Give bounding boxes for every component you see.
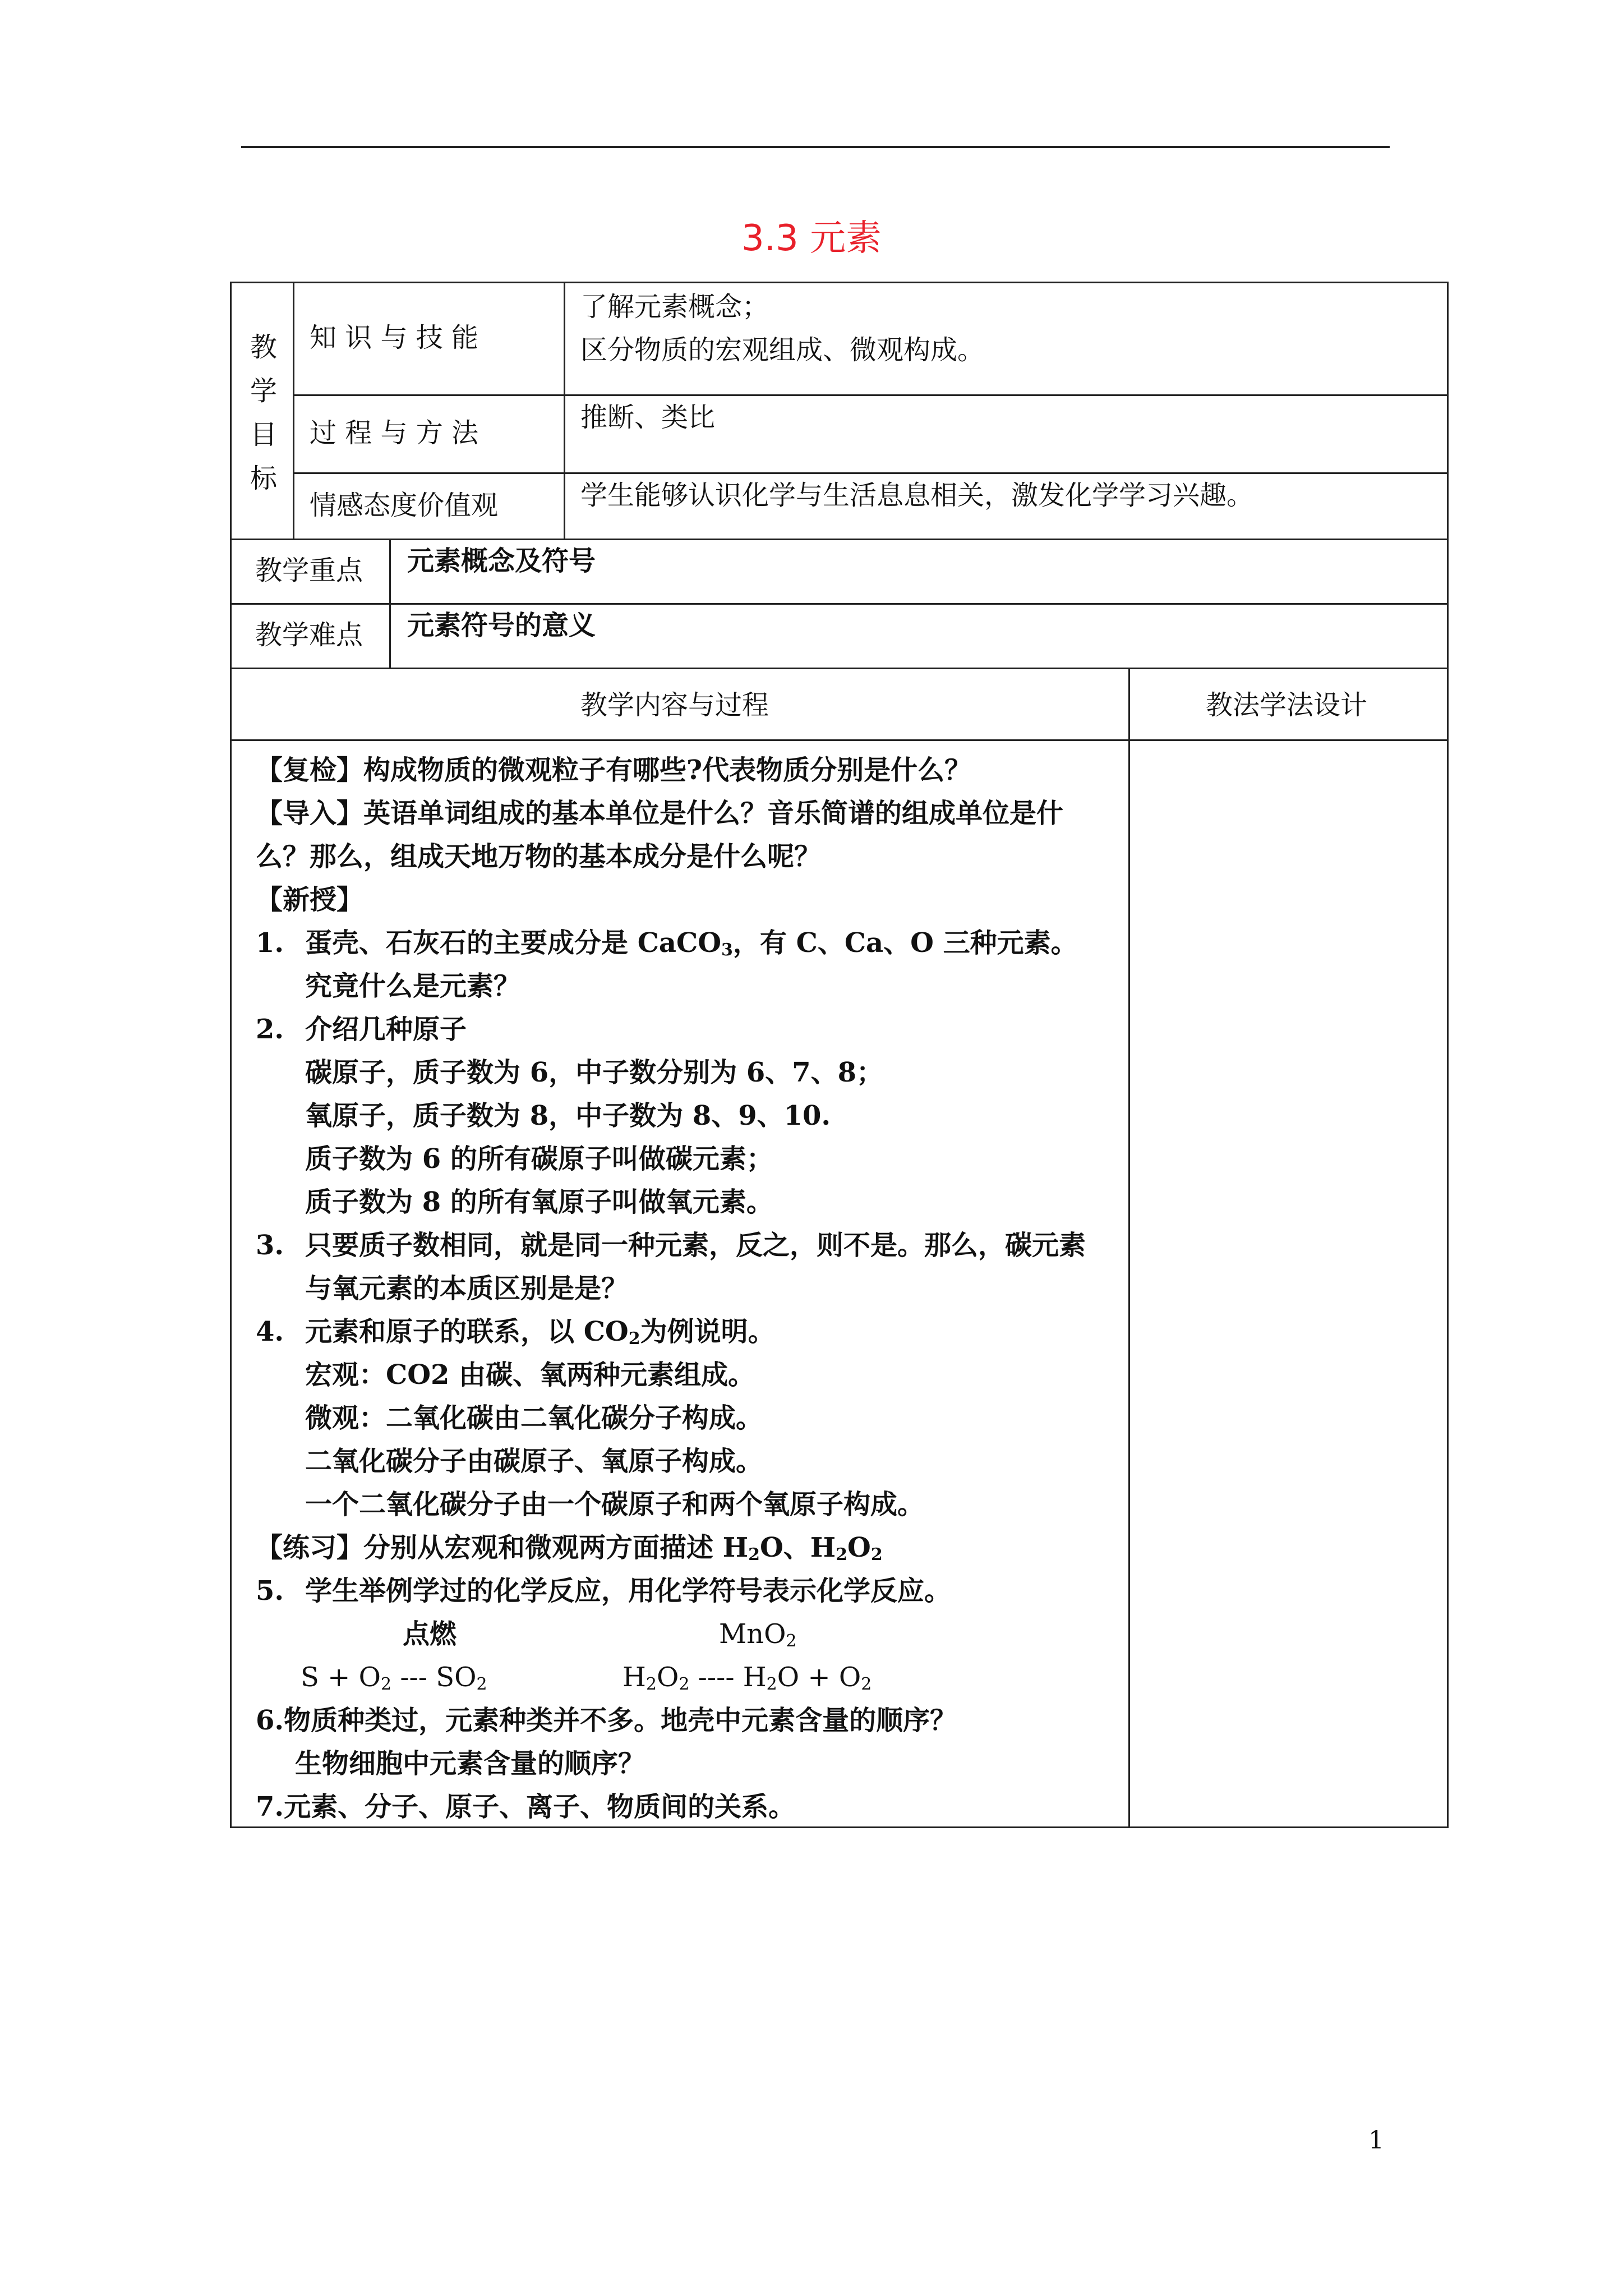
point-6-line2: 生物细胞中元素含量的顺序？ xyxy=(295,1748,645,1779)
point-4-line3: 二氧化碳分子由碳原子、氧原子构成。 xyxy=(305,1446,763,1477)
condition-catalyst: MnO$_2$ xyxy=(719,1618,797,1651)
table-rule xyxy=(230,603,1449,605)
point-4-line2: 微观：二氧化碳由二氧化碳分子构成。 xyxy=(305,1402,763,1434)
content-column-header: 教学内容与过程 xyxy=(580,689,769,721)
point-1-line2: 究竟什么是元素？ xyxy=(305,970,521,1002)
point-3: 3. 只要质子数相同，就是同一种元素，反之，则不是。那么，碳元素 xyxy=(256,1230,1086,1261)
objective-knowledge-line2: 区分物质的宏观组成、微观构成。 xyxy=(580,334,985,366)
table-border-right xyxy=(1447,282,1449,1828)
condition-ignite: 点燃 xyxy=(403,1618,457,1650)
objective-process-value: 推断、类比 xyxy=(580,402,716,433)
table-rule xyxy=(293,394,1449,396)
table-border-left xyxy=(230,282,232,1828)
table-rule xyxy=(1128,668,1130,1828)
objective-label-knowledge: 知 识 与 技 能 xyxy=(310,322,479,353)
design-column-header: 教法学法设计 xyxy=(1206,689,1368,721)
difficulty-value: 元素符号的意义 xyxy=(407,610,596,641)
point-2-line1: 碳原子，质子数为 6，中子数分别为 6、7、8； xyxy=(305,1057,884,1088)
point-2-line4: 质子数为 8 的所有氧原子叫做氧元素。 xyxy=(305,1186,773,1218)
table-rule xyxy=(230,668,1449,669)
reaction-conditions xyxy=(256,1613,1086,1656)
point-5: 5. 学生举例学过的化学反应，用化学符号表示化学反应。 xyxy=(256,1575,952,1607)
point-4-line4: 一个二氧化碳分子由一个碳原子和两个氧原子构成。 xyxy=(305,1489,925,1520)
objectives-group-label: 教 学 目 标 xyxy=(250,332,277,494)
point-2: 2. 介绍几种原子 xyxy=(256,1014,467,1045)
equation-peroxide: $H_2O_2$ ---- $H_2O + O_2$ xyxy=(623,1662,872,1694)
new-lesson-heading: 【新授】 xyxy=(256,884,364,915)
header-rule xyxy=(241,146,1390,148)
table-rule xyxy=(564,282,565,540)
table-rule xyxy=(230,539,1449,540)
objective-emotion-value: 学生能够认识化学与生活息息相关，激发化学学习兴趣。 xyxy=(580,480,1254,511)
reaction-equations xyxy=(256,1656,1086,1699)
key-point-label: 教学重点 xyxy=(255,555,363,586)
point-4-line1: 宏观：CO2 由碳、氧两种元素组成。 xyxy=(305,1359,755,1391)
objective-label-emotion: 情感态度价值观 xyxy=(310,490,499,521)
review-line: 【复检】构成物质的微观粒子有哪些?代表物质分别是什么？ xyxy=(256,754,972,786)
practice-line: 【练习】分别从宏观和微观两方面描述 $H_2O$、$H_2O_2$ xyxy=(256,1532,883,1565)
point-7: 7.元素、分子、原子、离子、物质间的关系。 xyxy=(256,1791,796,1823)
page-title: 3.3 元素 xyxy=(741,218,882,259)
table-rule xyxy=(230,739,1449,741)
point-4: 4. 元素和原子的联系，以 $CO_2$为例说明。 xyxy=(256,1316,775,1349)
objective-knowledge-line1: 了解元素概念； xyxy=(580,291,769,323)
point-1: 1. 蛋壳、石灰石的主要成分是 CaCO$_3$，有 C、Ca、O 三种元素。 xyxy=(256,927,1078,960)
objective-label-process: 过 程 与 方 法 xyxy=(310,417,479,449)
intro-line1: 【导入】英语单词组成的基本单位是什么？音乐简谱的组成单位是什 xyxy=(256,798,1064,829)
lesson-content xyxy=(256,749,1086,1829)
table-rule xyxy=(293,282,294,540)
point-3-line2: 与氧元素的本质区别是是？ xyxy=(305,1273,629,1304)
intro-line2: 么？那么，组成天地万物的基本成分是什么呢？ xyxy=(256,841,822,872)
table-rule xyxy=(293,472,1449,474)
page-number: 1 xyxy=(1368,2126,1384,2155)
equation-sulfur: $S + O_2$ --- $SO_2$ xyxy=(301,1662,487,1694)
point-6: 6.物质种类过，元素种类并不多。地壳中元素含量的顺序？ xyxy=(256,1705,957,1736)
table-rule xyxy=(389,539,391,669)
point-2-line3: 质子数为 6 的所有碳原子叫做碳元素； xyxy=(305,1143,773,1175)
key-point-value: 元素概念及符号 xyxy=(407,545,596,577)
difficulty-label: 教学难点 xyxy=(255,619,363,651)
table-border-top xyxy=(230,282,1449,283)
point-2-line2: 氧原子，质子数为 8，中子数为 8、9、10. xyxy=(305,1100,831,1131)
